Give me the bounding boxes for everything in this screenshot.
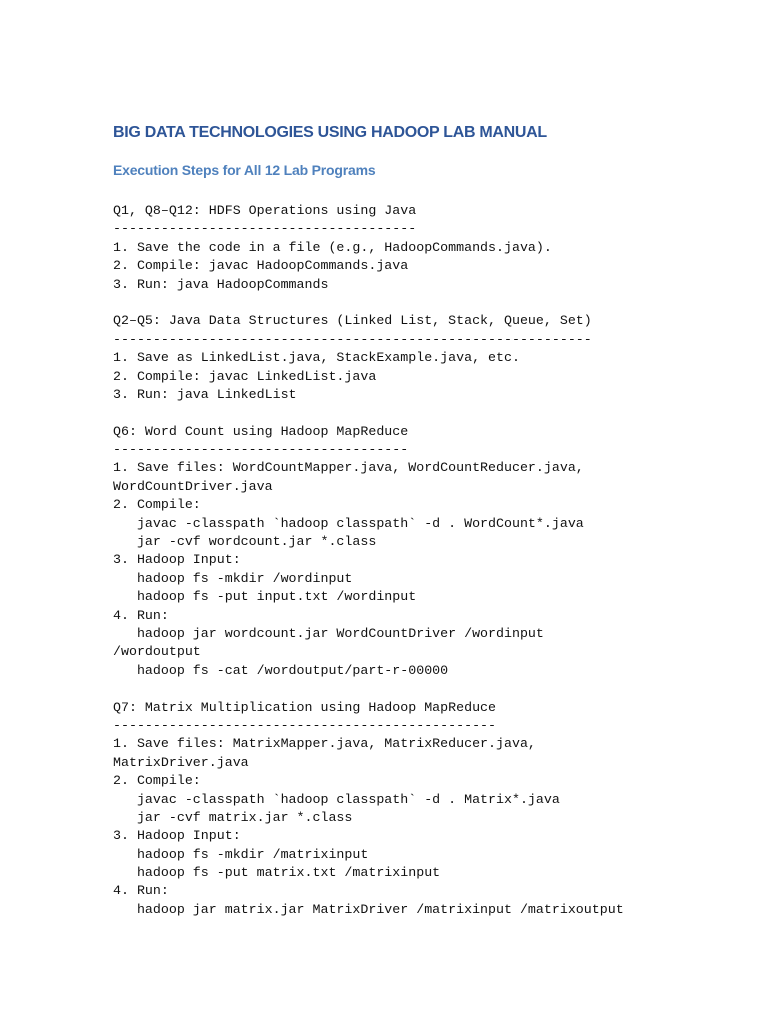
- step-line: 3. Hadoop Input:: [113, 552, 241, 568]
- command-line: hadoop fs -put input.txt /wordinput: [113, 589, 417, 605]
- section-underline: --------------------------------------: [113, 221, 417, 237]
- command-line: jar -cvf matrix.jar *.class: [113, 809, 353, 825]
- blank-line: [113, 680, 753, 698]
- command-line: hadoop fs -cat /wordoutput/part-r-00000: [113, 662, 449, 678]
- command-line: hadoop fs -mkdir /matrixinput: [113, 846, 369, 862]
- document-subtitle: Execution Steps for All 12 Lab Programs: [113, 162, 376, 178]
- step-line: 3. Hadoop Input:: [113, 828, 241, 844]
- step-line: 1. Save files: MatrixMapper.java, MatrixReducer.java,: [113, 736, 536, 752]
- step-line: 2. Compile: javac LinkedList.java: [113, 368, 377, 384]
- section-underline: ------------------------------------------------------------: [113, 331, 592, 347]
- step-line: 2. Compile:: [113, 773, 201, 789]
- command-line: hadoop fs -put matrix.txt /matrixinput: [113, 865, 441, 881]
- section-underline: -------------------------------------: [113, 442, 409, 458]
- text-line: WordCountDriver.java: [113, 478, 273, 494]
- step-line: 2. Compile: javac HadoopCommands.java: [113, 258, 409, 274]
- text-line: MatrixDriver.java: [113, 754, 249, 770]
- blank-line: [113, 294, 753, 312]
- command-line: jar -cvf wordcount.jar *.class: [113, 534, 377, 550]
- step-line: 1. Save files: WordCountMapper.java, WordCountReducer.java,: [113, 460, 584, 476]
- section-heading: Q6: Word Count using Hadoop MapReduce: [113, 423, 409, 439]
- blank-line: [113, 404, 753, 422]
- step-line: 2. Compile:: [113, 497, 201, 513]
- step-line: 3. Run: java LinkedList: [113, 386, 297, 402]
- command-line: hadoop jar matrix.jar MatrixDriver /matrixinput /matrixoutput: [113, 901, 624, 917]
- command-line: hadoop jar wordcount.jar WordCountDriver /wordinput: [113, 625, 544, 641]
- command-line: javac -classpath `hadoop classpath` -d . Matrix*.java: [113, 791, 560, 807]
- step-line: 1. Save the code in a file (e.g., HadoopCommands.java).: [113, 239, 552, 255]
- document-title: BIG DATA TECHNOLOGIES USING HADOOP LAB MANUAL: [113, 124, 547, 141]
- command-line: hadoop fs -mkdir /wordinput: [113, 570, 353, 586]
- section-heading: Q1, Q8–Q12: HDFS Operations using Java: [113, 203, 417, 218]
- step-line: 4. Run:: [113, 607, 169, 623]
- step-line: 4. Run:: [113, 883, 169, 899]
- text-line: /wordoutput: [113, 644, 201, 660]
- command-line: javac -classpath `hadoop classpath` -d . WordCount*.java: [113, 515, 584, 531]
- step-line: 1. Save as LinkedList.java, StackExample.java, etc.: [113, 350, 520, 366]
- execution-steps-text: [113, 202, 753, 919]
- section-heading: Q7: Matrix Multiplication using Hadoop MapReduce: [113, 699, 497, 715]
- section-underline: ------------------------------------------------: [113, 717, 497, 733]
- section-heading: Q2–Q5: Java Data Structures (Linked List, Stack, Queue, Set): [113, 313, 592, 329]
- step-line: 3. Run: java HadoopCommands: [113, 276, 329, 292]
